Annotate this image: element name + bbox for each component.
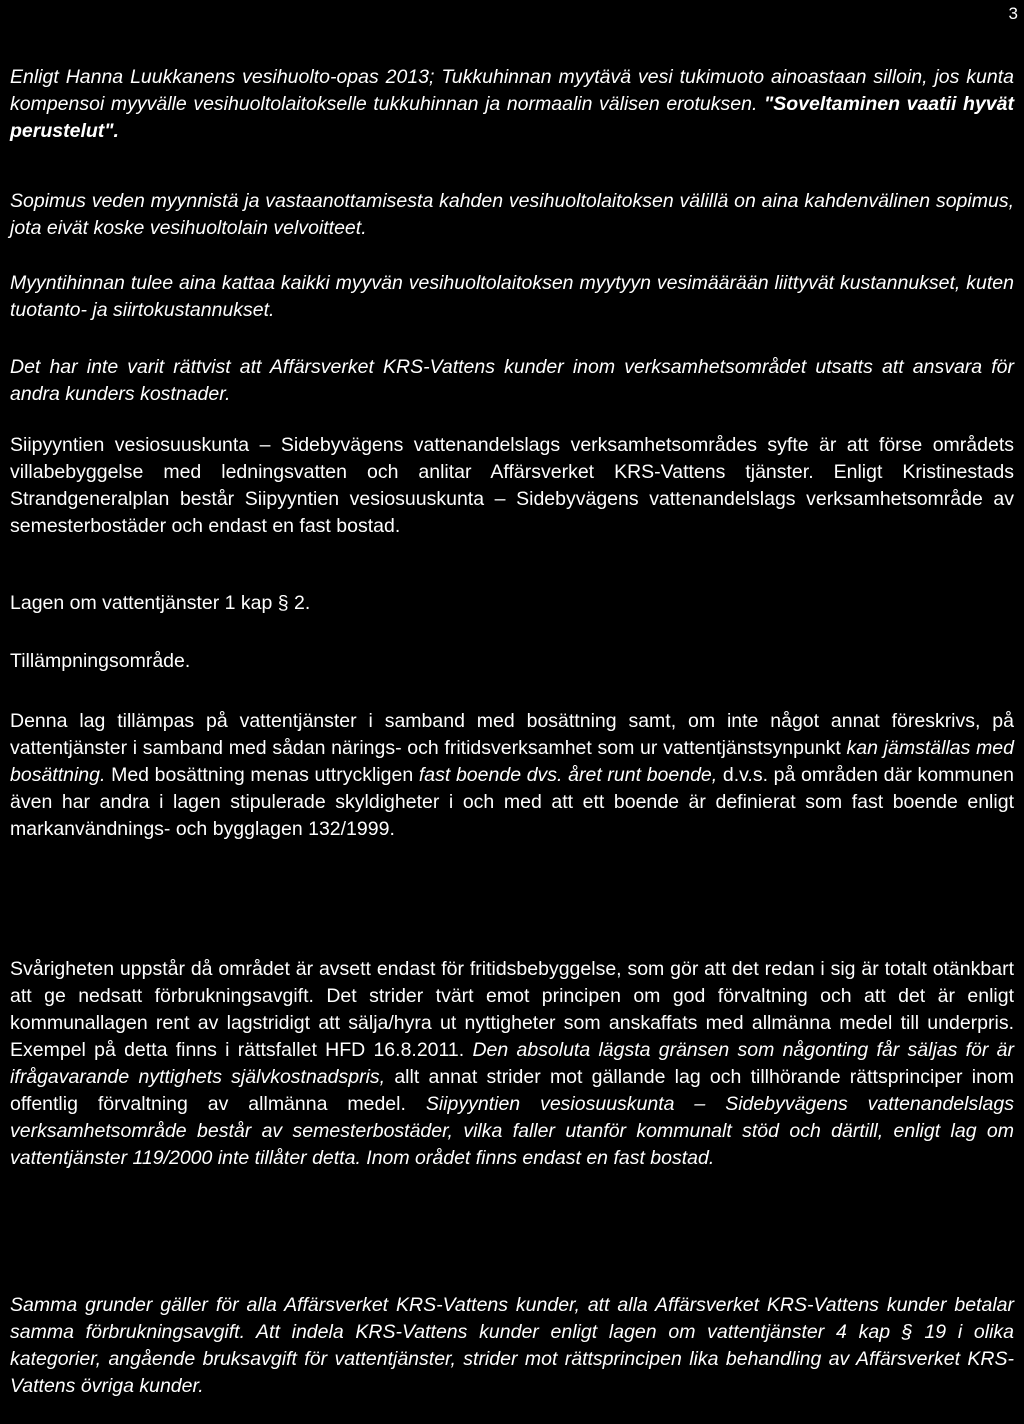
paragraph-vesihuolto-opas-quote: "Soveltaminen vaatii hyvät perustelut". [10, 93, 1014, 142]
paragraph-tillampningsomrade-heading: Tillämpningsområde. [10, 650, 191, 672]
page-number: 3 [1008, 4, 1018, 23]
paragraph-rattvist: Det har inte varit rättvist att Affärsverket KRS-Vattens kunder inom verksamhetsområdet utsatts att ansvara för andra kunders kostnader. [10, 356, 1014, 405]
paragraph-lag-tillampas-italic-b: fast boende dvs. året runt boende, [418, 764, 718, 786]
paragraph-sopimus: Sopimus veden myynnistä ja vastaanottamisesta kahden vesihuoltolaitoksen välillä on aina kahdenvälinen sopimus, jota eivät koske vesihuoltolain velvoitteet. [10, 190, 1014, 239]
paragraph-samma-grunder: Samma grunder gäller för alla Affärsverket KRS-Vattens kunder, att alla Affärsverket KRS-Vattens kunder betalar samma förbrukningsavgift. Att indela KRS-Vattens kunder enligt lagen om vattentjänster 4 kap § 19 i olika kategorier, angående bruksavgift för vattentjänster, strider mot rättsprincipen lika behandling av Affärsverket KRS-Vattens övriga kunder. [10, 1294, 1014, 1397]
paragraph-svarigheten-text-a: Svårigheten uppstår då området är avsett endast för fritidsbebyggelse, som gör att det redan i sig är totalt otänkbart att ge nedsatt förbrukningsavgift. Det strider tvärt emot principen om god förvaltning och att det är enligt kommunallagen rent av lagstridigt att sälja/hyra ut nyttigheter som anskaffats med allmänna medel till underpris. Exempel på detta finns i rättsfallet HFD 16.8.2011. [10, 958, 1014, 1061]
paragraph-svarigheten-italic-b: Siipyyntien vesiosuuskunta – Sidebyvägens vattenandelslags verksamhetsområde består av semesterbostäder, vilka faller utanför kommunalt stöd och därtill, enligt lag om vattentjänster 119/2000 inte tillåter detta. Inom orådet finns endast en fast bostad. [10, 1093, 1014, 1169]
paragraph-lagen-heading: Lagen om vattentjänster 1 kap § 2. [10, 592, 311, 614]
paragraph-verksamhetsomrade: Siipyyntien vesiosuuskunta – Sidebyvägens vattenandelslags verksamhetsområdes syfte är att förse områdets villabebyggelse med ledningsvatten och anlitar Affärsverket KRS-Vattens tjänster. Enligt Kristinestads Strandgeneralplan består Siipyyntien vesiosuuskunta – Sidebyvägens vattenandelslags verksamhetsområde av semesterbostäder och endast en fast bostad. [10, 434, 1014, 537]
paragraph-svarigheten-text-b: allt annat strider mot gällande lag och tillhörande rättsprinciper inom offentlig förvaltning av allmänna medel. [10, 1066, 1015, 1115]
paragraph-vesihuolto-opas [10, 64, 1014, 145]
paragraph-lag-tillampas [10, 708, 1014, 843]
paragraph-vesihuolto-opas-text: Enligt Hanna Luukkanens vesihuolto-opas 2013; Tukkuhinnan myytävä vesi tukimuoto ainoastaan silloin, jos kunta kompensoi myyvälle vesihuoltolaitokselle tukkuhinnan ja normaalin välisen erotuksen. [10, 66, 1014, 115]
paragraph-myyntihinnan: Myyntihinnan tulee aina kattaa kaikki myyvän vesihuoltolaitoksen myytyyn vesimäärään liittyvät kustannukset, kuten tuotanto- ja siirtokustannukset. [10, 272, 1014, 321]
paragraph-svarigheten-italic-a: Den absoluta lägsta gränsen som någonting får säljas för är ifrågavarande nyttighets självkostnadspris, [10, 1039, 1014, 1088]
paragraph-lag-tillampas-text-a: Denna lag tillämpas på vattentjänster i samband med bosättning samt, om inte något annat föreskrivs, på vattentjänster i samband med sådan närings- och fritidsverksamhet som ur vattentjänstsynpunkt [10, 710, 1014, 759]
paragraph-lag-tillampas-text-b: Med bosättning menas uttryckligen [105, 764, 419, 786]
paragraph-lag-tillampas-italic-a: kan jämställas med bosättning. [10, 737, 1015, 786]
paragraph-svarigheten [10, 956, 1014, 1172]
paragraph-lag-tillampas-text-c: d.v.s. på områden där kommunen även har andra i lagen stipulerade skyldigheter i och med att ett boende är definierat som fast boende enligt markanvändnings- och bygglagen 132/1999. [10, 764, 1015, 840]
